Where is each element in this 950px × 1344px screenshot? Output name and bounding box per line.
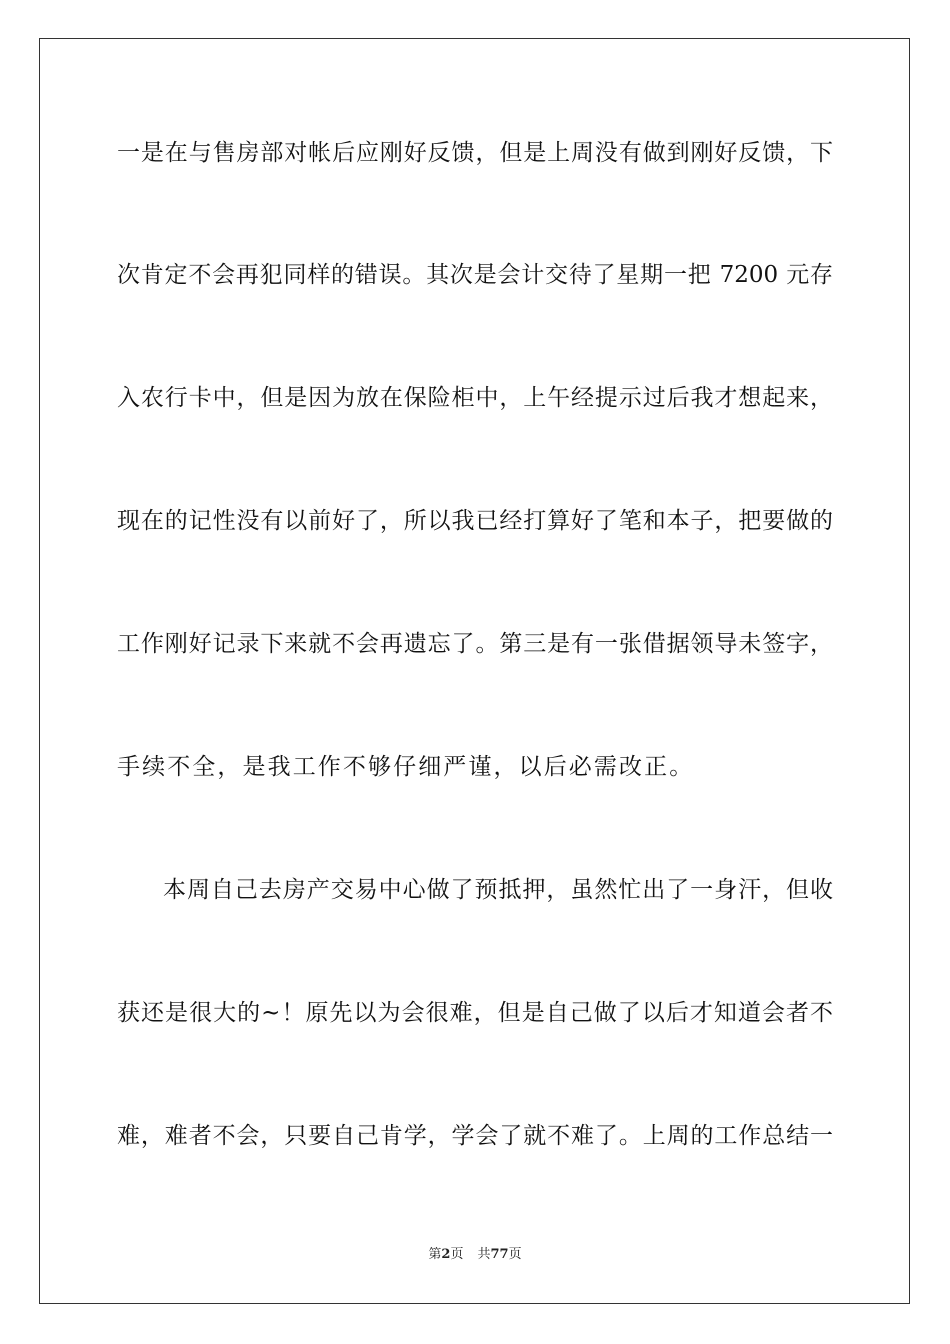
- page-label-suffix: 页: [450, 1247, 464, 1262]
- page-border: [39, 38, 910, 1304]
- total-pages: 77: [490, 1247, 509, 1262]
- total-label-prefix: 共: [477, 1247, 491, 1262]
- text-line: 一是在与售房部对帐后应刚好反馈，但是上周没有做到刚好反馈，下: [117, 140, 833, 166]
- text-line: 手续不全，是我工作不够仔细严谨，以后必需改正。: [117, 754, 695, 780]
- text-line: 入农行卡中，但是因为放在保险柜中，上午经提示过后我才想起来，: [117, 385, 833, 411]
- page-footer: [0, 1246, 950, 1264]
- total-label-suffix: 页: [508, 1247, 522, 1262]
- page-number: 2: [441, 1247, 451, 1262]
- text-line: 难，难者不会，只要自己肯学，学会了就不难了。上周的工作总结一: [117, 1123, 833, 1149]
- text-line: 获还是很大的~！原先以为会很难，但是自己做了以后才知道会者不: [117, 1000, 833, 1026]
- text-line: 次肯定不会再犯同样的错误。其次是会计交待了星期一把 7200 元存: [117, 262, 833, 288]
- page-label-prefix: 第: [428, 1247, 442, 1262]
- paragraph-start-line: 本周自己去房产交易中心做了预抵押，虽然忙出了一身汗，但收: [163, 877, 833, 903]
- text-line: 现在的记性没有以前好了，所以我已经打算好了笔和本子，把要做的: [117, 508, 833, 534]
- text-line: 工作刚好记录下来就不会再遗忘了。第三是有一张借据领导未签字，: [117, 631, 833, 657]
